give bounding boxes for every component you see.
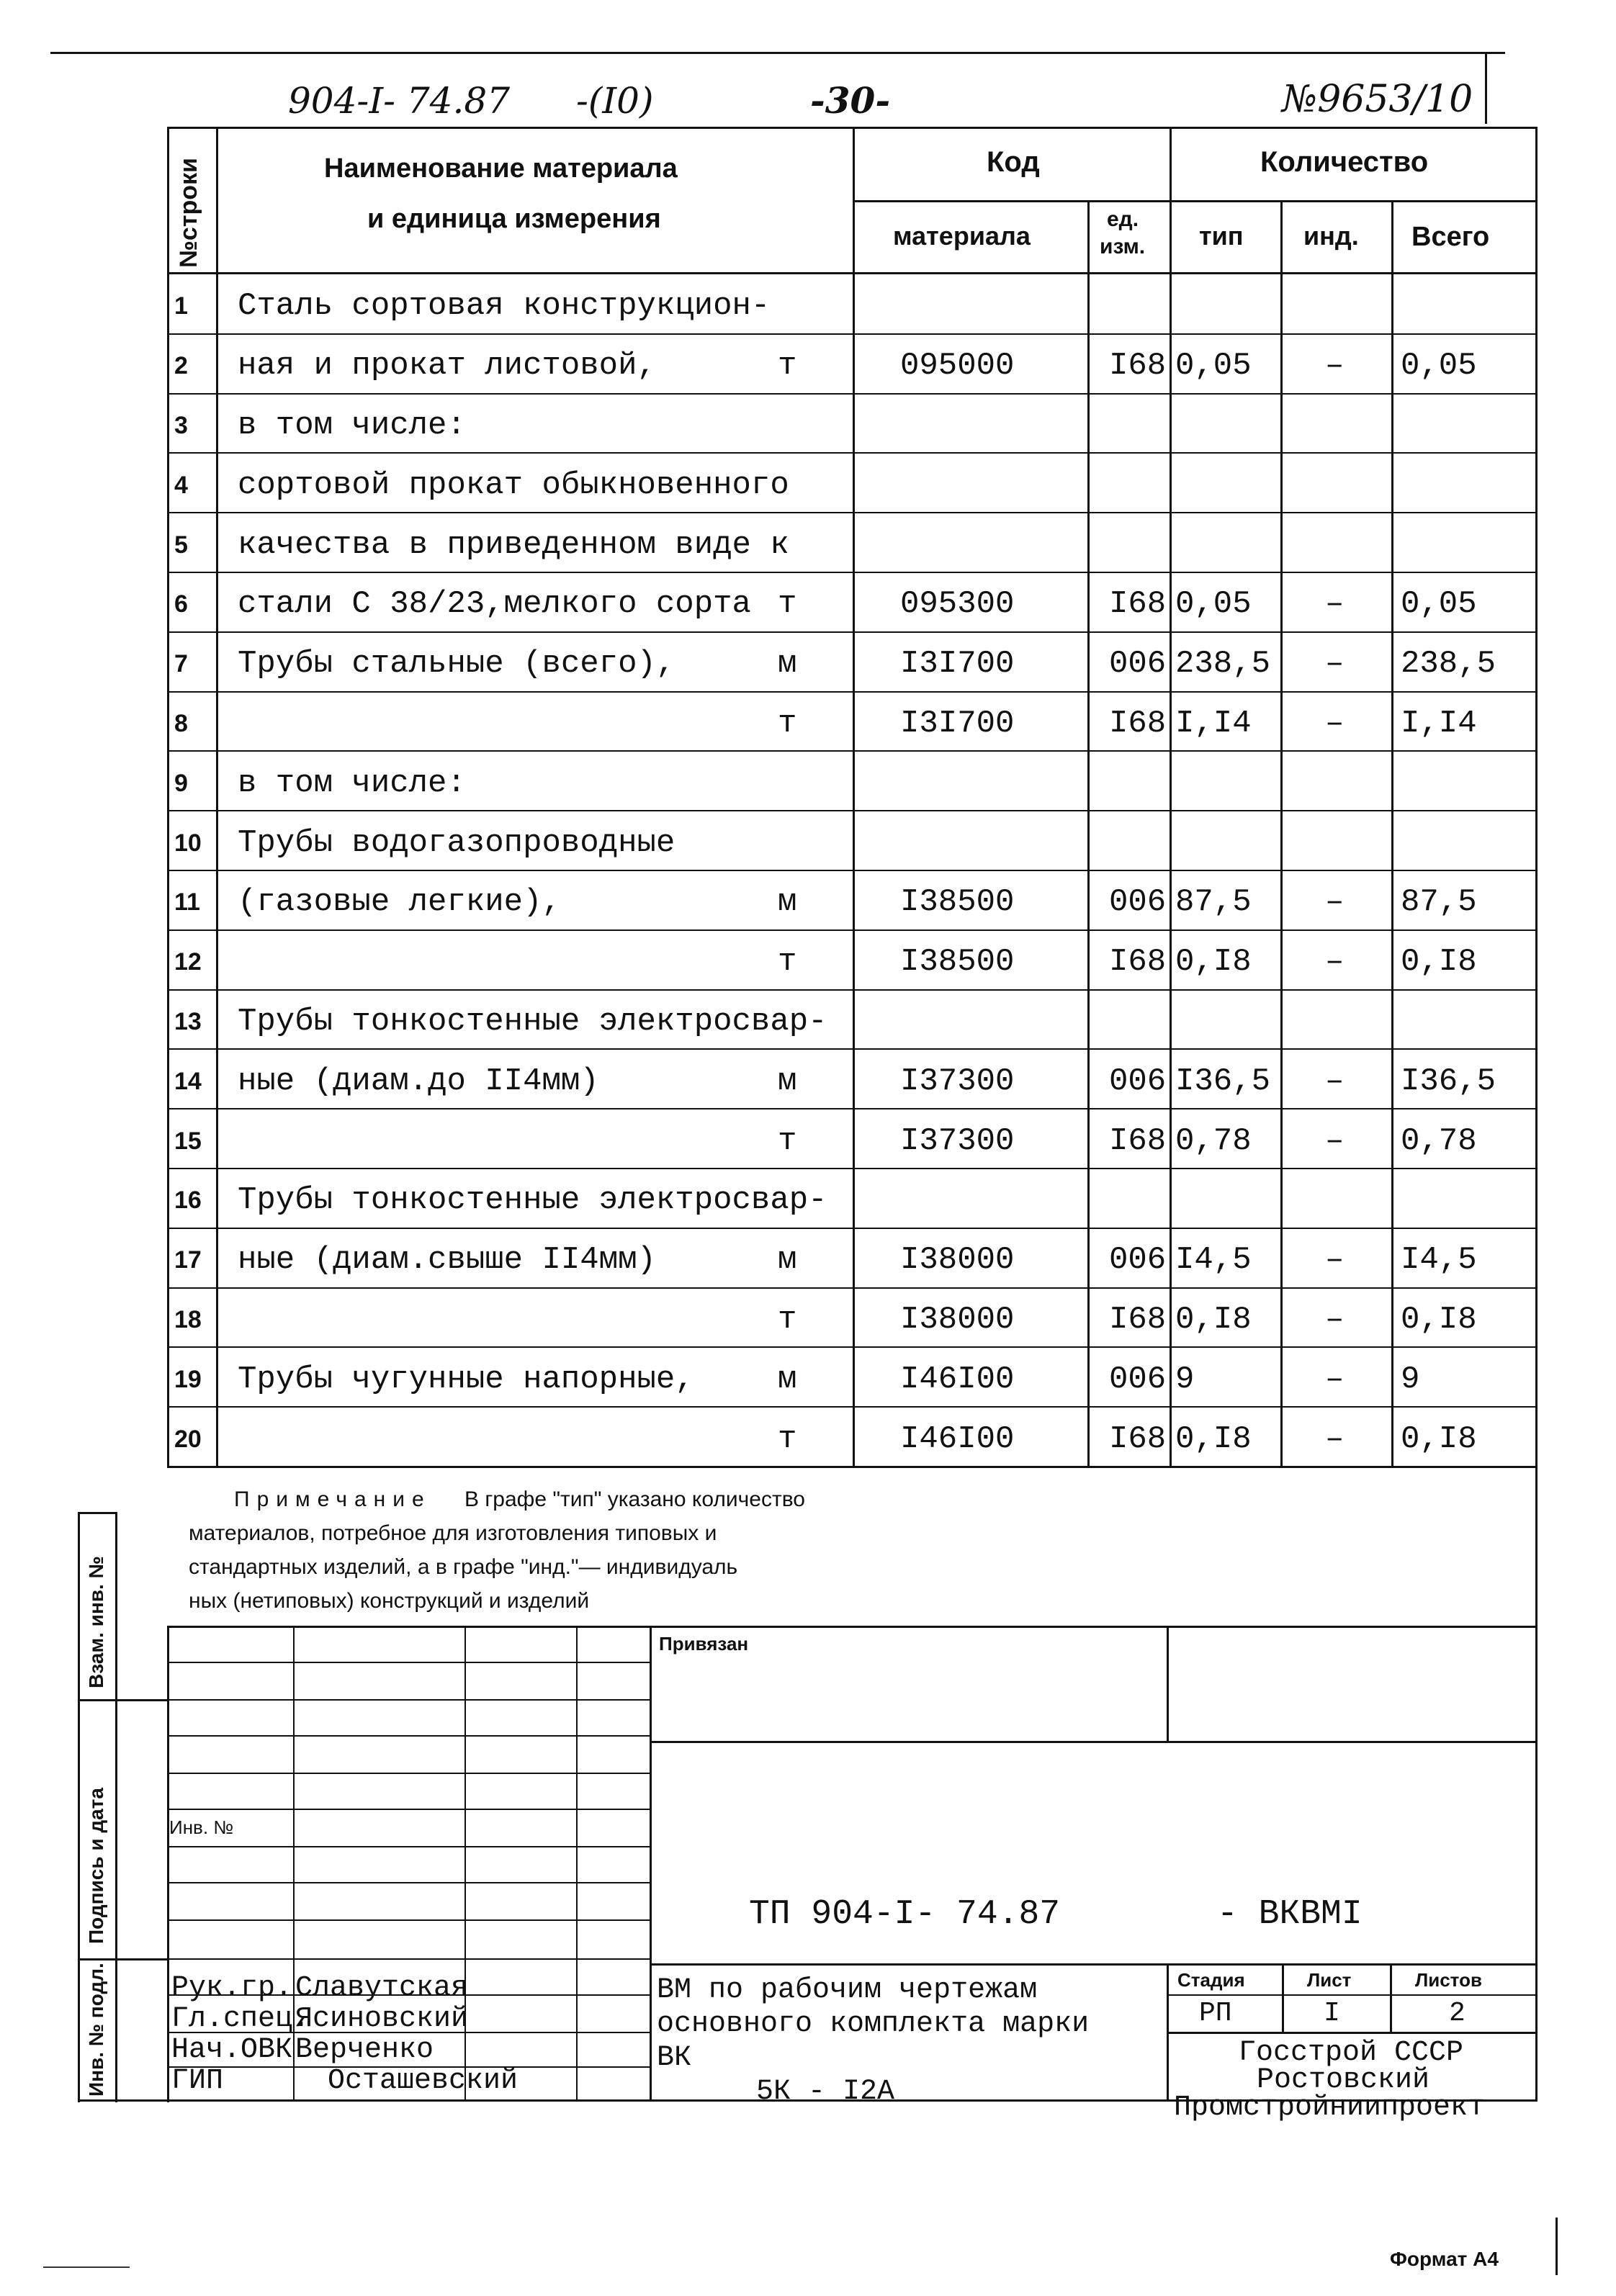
cell-total: 0,05	[1401, 348, 1477, 384]
inv-number-label: Инв. №	[169, 1816, 234, 1838]
cell-code: 095300	[900, 586, 1015, 622]
cell-type: I36,5	[1175, 1063, 1271, 1099]
cell-unit: м	[778, 1361, 797, 1397]
cell-total: I4,5	[1401, 1242, 1477, 1278]
cell-name: в том числе:	[238, 765, 466, 801]
cell-ecode: 006	[1109, 1361, 1167, 1397]
cell-code: I38500	[900, 944, 1015, 980]
sheets-value: 2	[1449, 1998, 1465, 2029]
cell-ecode: 006	[1109, 646, 1167, 682]
cell-ecode: I68	[1109, 1302, 1167, 1338]
cell-total: 9	[1401, 1361, 1420, 1397]
cell-name: Трубы чугунные напорные,	[238, 1361, 694, 1397]
cell-name: ные (диам.до II4мм)	[238, 1063, 599, 1099]
cell-ecode: I68	[1109, 586, 1167, 622]
cell-ind: –	[1325, 1063, 1345, 1099]
cell-name: Трубы водогазопроводные	[238, 825, 675, 861]
cell-ind: –	[1325, 706, 1345, 742]
cell-ind: –	[1325, 1421, 1345, 1457]
signer-name: Осташевский	[328, 2065, 519, 2097]
cell-ind: –	[1325, 1302, 1345, 1338]
side-label-podpis: Подпись и дата	[85, 1788, 107, 1944]
cell-name: сортовой прокат обыкновенного	[238, 467, 789, 503]
cell-unit: м	[778, 646, 797, 682]
cell-total: I36,5	[1401, 1063, 1496, 1099]
series-label: 904-I- 74.87	[288, 80, 511, 122]
note-lead: Примечание	[234, 1487, 431, 1511]
cell-name: ная и прокат листовой,	[238, 348, 656, 384]
document-number: №9653/10	[1282, 78, 1473, 121]
note-line1: В графе "тип" указано количество	[464, 1487, 805, 1511]
stage-value: РП	[1199, 1998, 1232, 2029]
cell-ecode: I68	[1109, 1123, 1167, 1159]
cell-ind: –	[1325, 586, 1345, 622]
cell-total: 0,I8	[1401, 1421, 1477, 1457]
header-unit-line1: ед.	[1107, 207, 1139, 231]
cell-ecode: 006	[1109, 884, 1167, 920]
cell-code: I38500	[900, 884, 1015, 920]
cell-ind: –	[1325, 1123, 1345, 1159]
cell-code: I37300	[900, 1123, 1015, 1159]
cell-unit: т	[778, 1421, 797, 1457]
cell-type: I,I4	[1175, 706, 1252, 742]
cell-n: 10	[174, 829, 202, 857]
format-label: Формат А4	[1390, 2248, 1499, 2270]
header-quantity: Количество	[1260, 146, 1429, 178]
cell-unit: м	[778, 884, 797, 920]
cell-type: 87,5	[1175, 884, 1252, 920]
signer-role: Гл.спец.	[171, 2003, 310, 2035]
cell-total: 238,5	[1401, 646, 1496, 682]
cell-name: Сталь сортовая конструкцион-	[238, 288, 771, 324]
cell-total: 87,5	[1401, 884, 1477, 920]
header-material: материала	[893, 221, 1031, 251]
cell-name: качества в приведенном виде к	[238, 527, 789, 563]
cell-ind: –	[1325, 646, 1345, 682]
cell-name: Трубы тонкостенные электросвар-	[238, 1004, 827, 1040]
cell-ecode: I68	[1109, 348, 1167, 384]
org-line2: Ростовский	[1257, 2064, 1430, 2097]
cell-type: 238,5	[1175, 646, 1271, 682]
note-line3: стандартных изделий, а в графе "инд."— индивидуаль	[189, 1555, 738, 1579]
cell-name: Трубы стальные (всего),	[238, 646, 675, 682]
cell-unit: м	[778, 1242, 797, 1278]
header-name-line1: Наименование материала	[324, 153, 678, 184]
cell-n: 15	[174, 1127, 202, 1155]
cell-ind: –	[1325, 1361, 1345, 1397]
cell-type: 0,78	[1175, 1123, 1252, 1159]
title-line4: 5К - I2А	[756, 2076, 895, 2108]
cell-code: I37300	[900, 1063, 1015, 1099]
cell-n: 9	[174, 770, 188, 797]
title-line1: ВМ по рабочим чертежам	[657, 1974, 1038, 2007]
sheet-label: Лист	[1307, 1969, 1352, 1991]
cell-total: I,I4	[1401, 706, 1477, 742]
stage-label: Стадия	[1177, 1969, 1245, 1991]
title-line2: основного комплекта марки	[657, 2008, 1090, 2040]
cell-n: 1	[174, 292, 188, 320]
cell-unit: т	[778, 944, 797, 980]
cell-n: 17	[174, 1246, 202, 1274]
cell-n: 18	[174, 1306, 202, 1333]
cell-code: I3I700	[900, 706, 1015, 742]
cell-type: 0,05	[1175, 586, 1252, 622]
cell-ecode: I68	[1109, 1421, 1167, 1457]
header-name-line2: и единица измерения	[367, 204, 661, 234]
cell-n: 3	[174, 412, 188, 439]
cell-n: 16	[174, 1187, 202, 1214]
doc-code: ТП 904-I- 74.87	[749, 1895, 1061, 1934]
header-code: Код	[987, 146, 1040, 178]
title-line3: ВК	[657, 2042, 692, 2074]
cell-type: 0,I8	[1175, 1421, 1252, 1457]
header-total: Всего	[1411, 222, 1490, 252]
cell-unit: т	[778, 348, 797, 384]
cell-n: 7	[174, 650, 188, 677]
cell-code: I38000	[900, 1302, 1015, 1338]
cell-code: I38000	[900, 1242, 1015, 1278]
cell-name: в том числе:	[238, 408, 466, 444]
cell-n: 6	[174, 590, 188, 618]
cell-total: 0,78	[1401, 1123, 1477, 1159]
org-line1: Госстрой СССР	[1239, 2037, 1464, 2069]
cell-type: I4,5	[1175, 1242, 1252, 1278]
variant-label: -(I0)	[576, 80, 654, 122]
privyazan-label: Привязан	[659, 1633, 749, 1655]
cell-n: 19	[174, 1366, 202, 1393]
cell-code: I46I00	[900, 1361, 1015, 1397]
cell-name: ные (диам.свыше II4мм)	[238, 1242, 656, 1278]
cell-unit: т	[778, 1302, 797, 1338]
header-row-number: №строки	[175, 158, 202, 268]
header-ind: инд.	[1303, 221, 1359, 251]
note-line4: ных (нетиповых) конструкций и изделий	[189, 1589, 590, 1613]
cell-type: 0,I8	[1175, 944, 1252, 980]
signer-role: Рук.гр.	[171, 1972, 293, 2004]
doc-mark: - ВКВМI	[1217, 1895, 1363, 1934]
signer-role: ГИП	[171, 2065, 224, 2097]
cell-ind: –	[1325, 884, 1345, 920]
side-label-vzam: Взам. инв. №	[85, 1556, 107, 1688]
cell-n: 2	[174, 352, 188, 379]
cell-total: 0,I8	[1401, 1302, 1477, 1338]
cell-total: 0,I8	[1401, 944, 1477, 980]
cell-ind: –	[1325, 348, 1345, 384]
page-number: -30-	[810, 79, 891, 122]
header-unit-line2: изм.	[1100, 235, 1146, 258]
header-type: тип	[1199, 221, 1244, 251]
cell-n: 4	[174, 472, 188, 499]
cell-unit: т	[778, 586, 797, 622]
cell-unit: т	[778, 1123, 797, 1159]
cell-unit: м	[778, 1063, 797, 1099]
cell-code: I46I00	[900, 1421, 1015, 1457]
signer-name: Ясиновский	[295, 2003, 469, 2035]
cell-n: 14	[174, 1068, 202, 1095]
signer-role: Нач.ОВК	[171, 2034, 293, 2066]
cell-ecode: 006	[1109, 1063, 1167, 1099]
cell-n: 5	[174, 531, 188, 559]
cell-name: (газовые легкие),	[238, 884, 561, 920]
sheet-value: I	[1324, 1998, 1340, 2029]
cell-ecode: I68	[1109, 706, 1167, 742]
cell-type: 9	[1175, 1361, 1195, 1397]
cell-unit: т	[778, 706, 797, 742]
cell-type: 0,I8	[1175, 1302, 1252, 1338]
cell-n: 11	[174, 888, 200, 916]
cell-type: 0,05	[1175, 348, 1252, 384]
cell-code: 095000	[900, 348, 1015, 384]
cell-ind: –	[1325, 1242, 1345, 1278]
cell-n: 8	[174, 710, 188, 737]
cell-n: 12	[174, 948, 202, 976]
cell-n: 20	[174, 1426, 202, 1453]
signer-name: Славутская	[295, 1972, 469, 2004]
cell-name: Трубы тонкостенные электросвар-	[238, 1182, 827, 1218]
note-line2: материалов, потребное для изготовления типовых и	[189, 1521, 717, 1545]
cell-name: стали С 38/23,мелкого сорта	[238, 586, 751, 622]
cell-ecode: I68	[1109, 944, 1167, 980]
cell-n: 13	[174, 1008, 202, 1035]
sheets-label: Листов	[1415, 1969, 1482, 1991]
cell-code: I3I700	[900, 646, 1015, 682]
cell-total: 0,05	[1401, 586, 1477, 622]
cell-ind: –	[1325, 944, 1345, 980]
side-label-inv: Инв. № подл.	[85, 1963, 107, 2097]
cell-ecode: 006	[1109, 1242, 1167, 1278]
org-line3: Промстройниипроект	[1174, 2092, 1486, 2124]
signer-name: Верченко	[295, 2034, 434, 2066]
